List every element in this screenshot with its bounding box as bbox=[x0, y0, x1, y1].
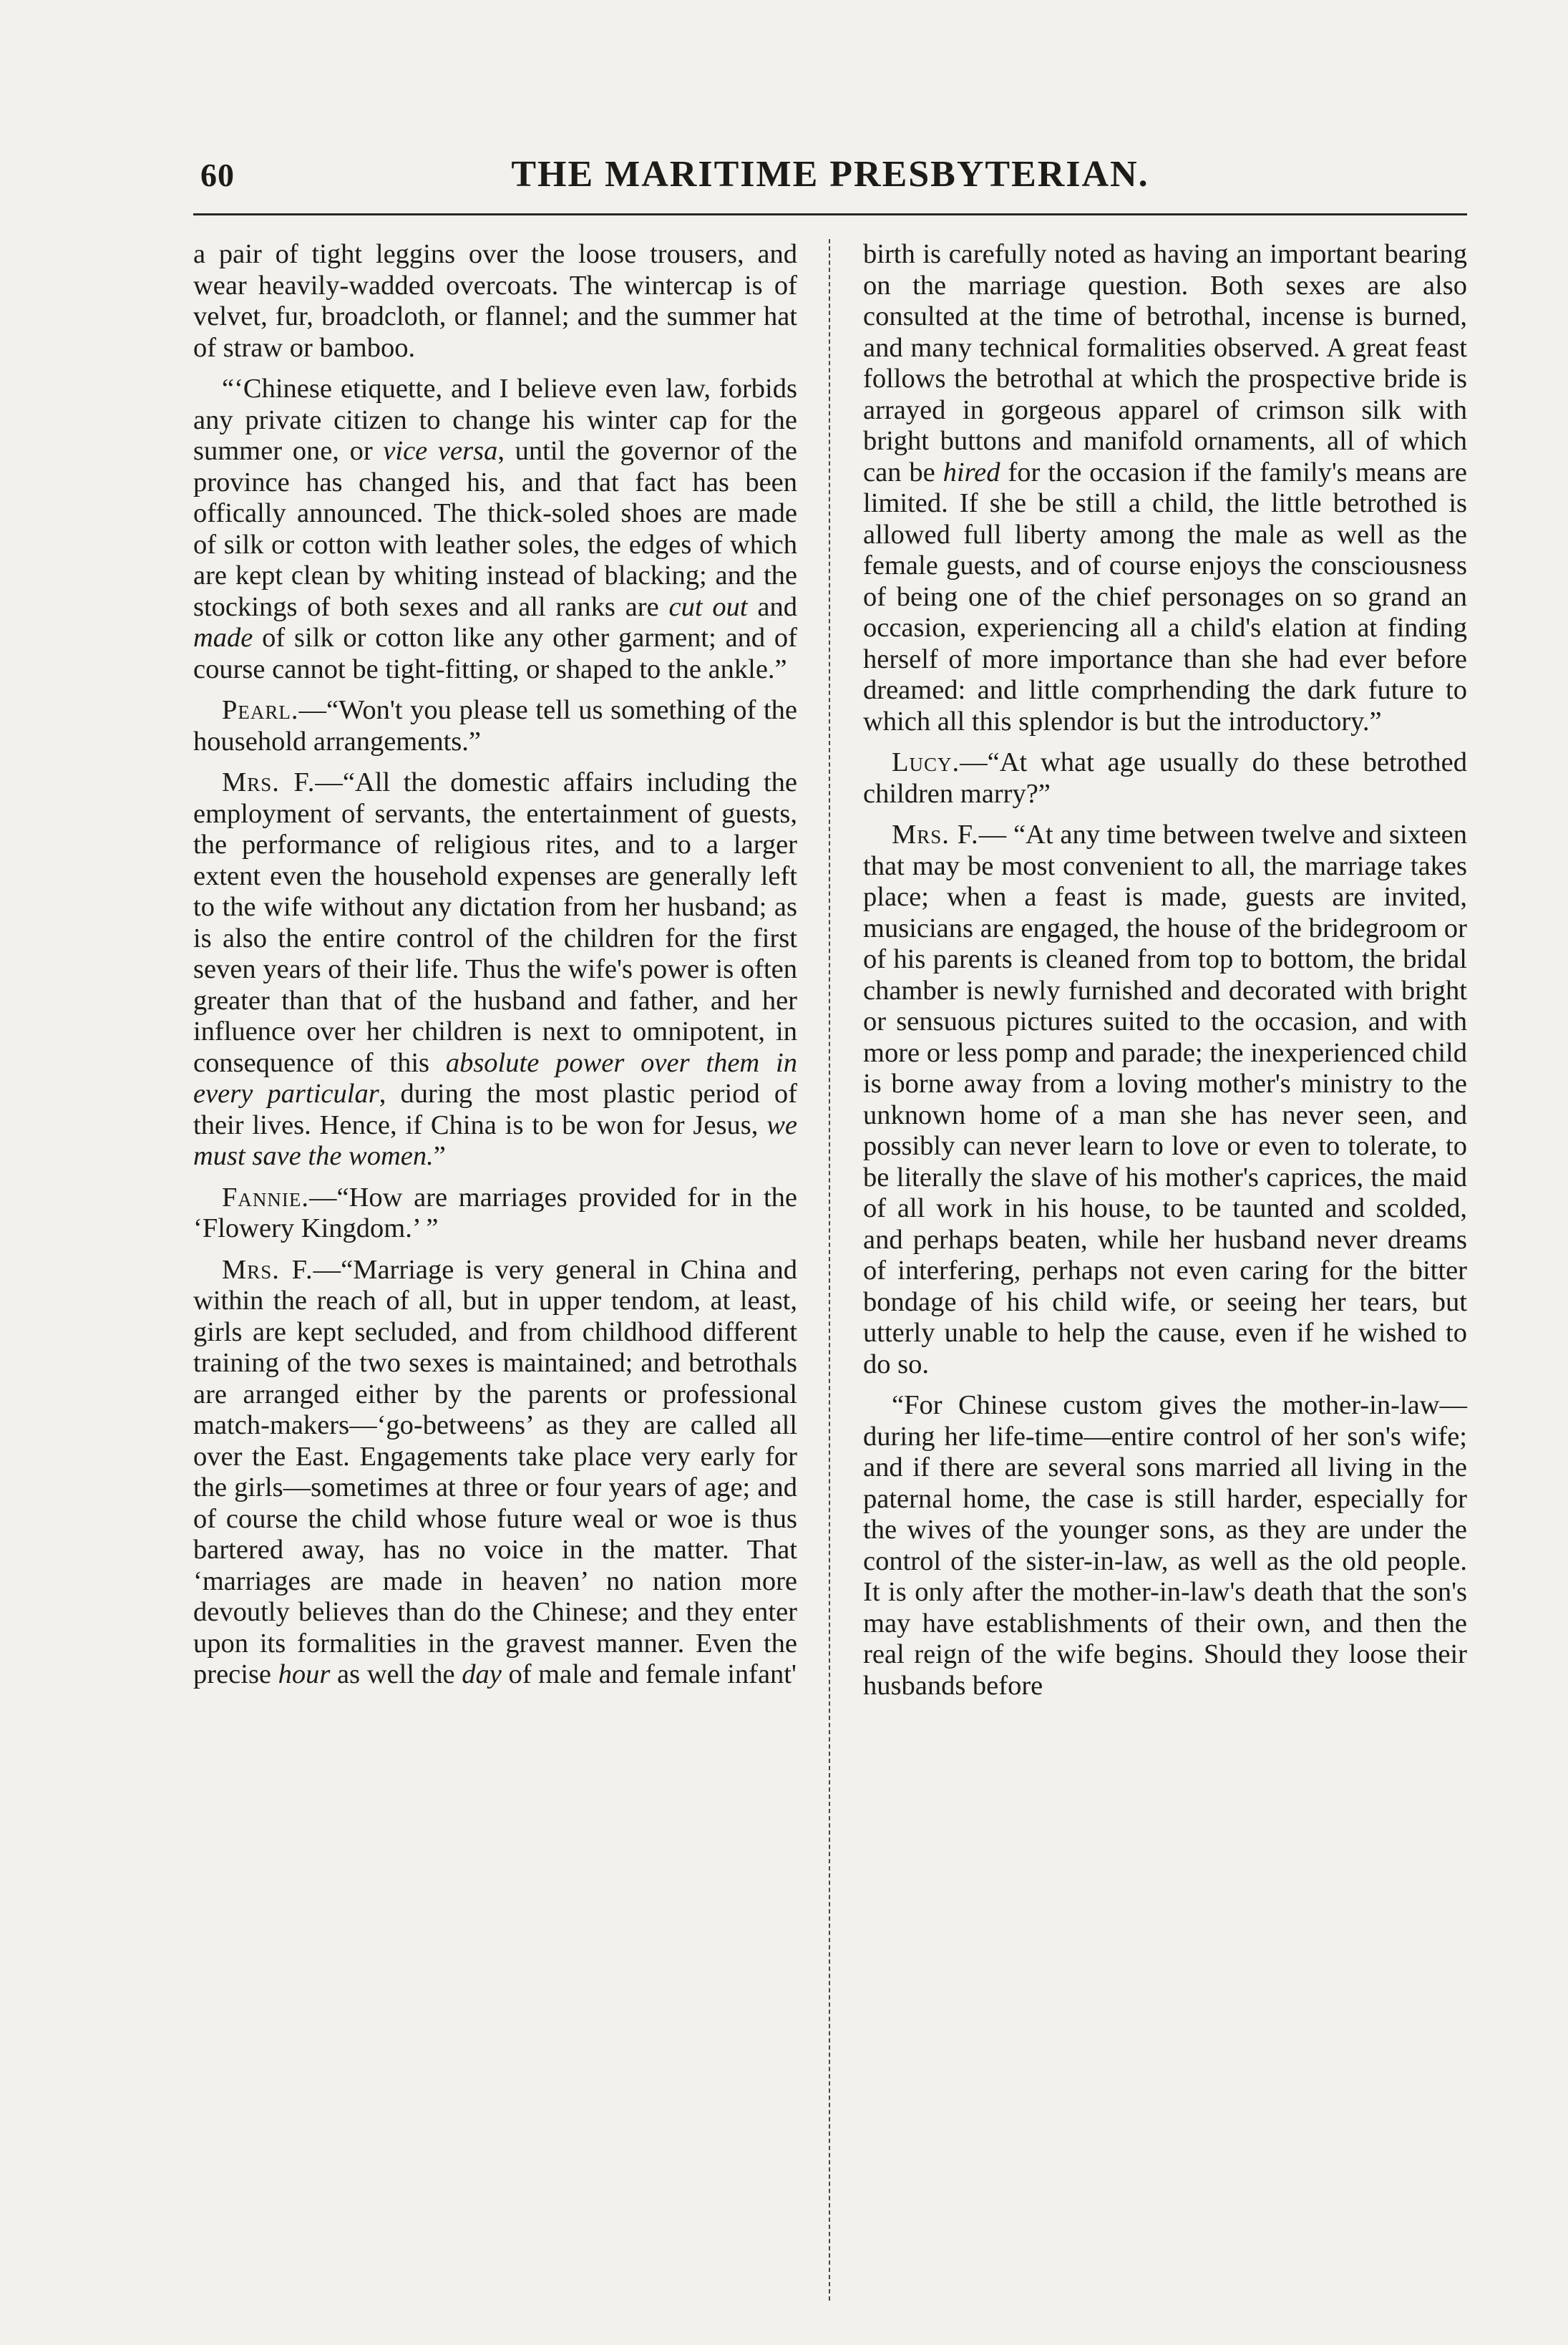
left-column bbox=[193, 239, 797, 2301]
speaker-name: Pearl. bbox=[222, 695, 299, 725]
paragraph: Mrs. F.—“All the domestic affairs including the employment of servants, the entertainment of guests, the performance of religious rites, and to a larger extent even the household expenses are generally left to the wife without any dictation from her husband; as is also the entire control of the children for the first seven years of their life. Thus the wife's power is often greater than that of the husband and father, and her influence over her children is next to omnipotent, in consequence of this absolute power over them in every particular, during the most plastic period of their lives. Hence, if China is to be won for Jesus, we must save the women.” bbox=[193, 767, 798, 1171]
paragraph: “‘Chinese etiquette, and I believe even law, forbids any private citizen to change his winter cap for the summer one, or vice versa, until the governor of the province has changed his, and that fact has been offically announced. The thick-soled shoes are made of silk or cotton with leather soles, the edges of which are kept clean by whiting instead of blacking; and the stockings of both sexes and all ranks are cut out and made of silk or cotton like any other garment; and of course cannot be tight-fitting, or shaped to the ankle.” bbox=[193, 374, 798, 684]
article-columns bbox=[193, 239, 1467, 2301]
paragraph: a pair of tight leggins over the loose trousers, and wear heavily-wadded overcoats. The wintercap is of velvet, fur, broadcloth, or flannel; and the summer hat of straw or bamboo. bbox=[193, 239, 797, 363]
header-rule bbox=[193, 213, 1467, 215]
paragraph: Mrs. F.—“Marriage is very general in China and within the reach of all, but in upper tendom, at least, girls are kept secluded, and from childhood different training of the two sexes is maintained; and betrothals are arranged either by the parents or professional match-makers—‘go-betweens’ as they are called all over the East. Engagements take place very early for the girls—sometimes at three or four years of age; and of course the child whose future weal or woe is thus bartered away, has no voice in the matter. That ‘marriages are made in heaven’ no nation more devoutly believes than do the Chinese; and they enter upon its formalities in the gravest manner. Even the precise hour as well the day of male and female infant' bbox=[193, 1254, 797, 1689]
paragraph: Fannie.—“How are marriages provided for in the ‘Flowery Kingdom.’ ” bbox=[193, 1182, 797, 1243]
paragraph: “For Chinese custom gives the mother-in-law—during her life-time—entire control of her son's wife; and if there are several sons married all living in the paternal home, the case is still harder, especially for the wives of the younger sons, as they are under the control of the sister-in-law, as well as the old people. It is only after the mother-in-law's death that the son's may have establishments of their own, and then the real reign of the wife begins. Should they loose their husbands before bbox=[863, 1390, 1467, 1701]
paragraph: Pearl.—“Won't you please tell us something of the household arrangements.” bbox=[193, 695, 797, 757]
speaker-name: Mrs. F. bbox=[222, 1254, 313, 1285]
paragraph: Mrs. F.— “At any time between twelve and sixteen that may be most convenient to all, the marriage takes place; when a feast is made, guests are invited, musicians are engaged, the house of the bridegroom or of his parents is cleaned from top to bottom, the bridal chamber is newly furnished and decorated with bright or sensuous pictures suited to the occasion, and with more or less pomp and parade; the inexperienced child is borne away from a loving mother's ministry to the unknown home of a man she has never seen, and possibly can never learn to love or even to tolerate, to be literally the slave of his mother's caprices, the maid of all work in his house, to be taunted and scolded, and perhaps beaten, while her husband never dreams of interfering, perhaps not even caring for the bitter bondage of his child wife, or seeing her tears, but utterly unable to help the cause, even if he wished to do so. bbox=[863, 820, 1467, 1379]
speaker-name: Mrs. F. bbox=[892, 820, 979, 850]
newspaper-page bbox=[193, 143, 1467, 2301]
column-divider bbox=[829, 239, 832, 2301]
speaker-name: Mrs. F. bbox=[222, 767, 316, 797]
paragraph: birth is carefully noted as having an important bearing on the marriage question. Both sexes are also consulted at the time of betrothal, incense is burned, and many technical formalities observed. A great feast follows the betrothal at which the prospective bride is arrayed in gorgeous apparel of crimson silk with bright buttons and manifold ornaments, all of which can be hired for the occasion if the family's means are limited. If she be still a child, the little betrothed is allowed full liberty among the male as well as the female guests, and of course enjoys the consciousness of being one of the chief personages on so grand an occasion, experiencing all a child's elation at finding herself of more importance than she had ever before dreamed: and little comprhending the dark future to which all this splendor is but the introductory.” bbox=[863, 239, 1467, 737]
right-column bbox=[863, 239, 1467, 2301]
page-number: 60 bbox=[200, 157, 235, 193]
publication-title: THE MARITIME PRESBYTERIAN. bbox=[511, 154, 1149, 195]
speaker-name: Lucy. bbox=[892, 747, 960, 777]
page-header bbox=[193, 143, 1467, 222]
paragraph: Lucy.—“At what age usually do these betrothed children marry?” bbox=[863, 747, 1467, 809]
speaker-name: Fannie. bbox=[222, 1182, 310, 1213]
